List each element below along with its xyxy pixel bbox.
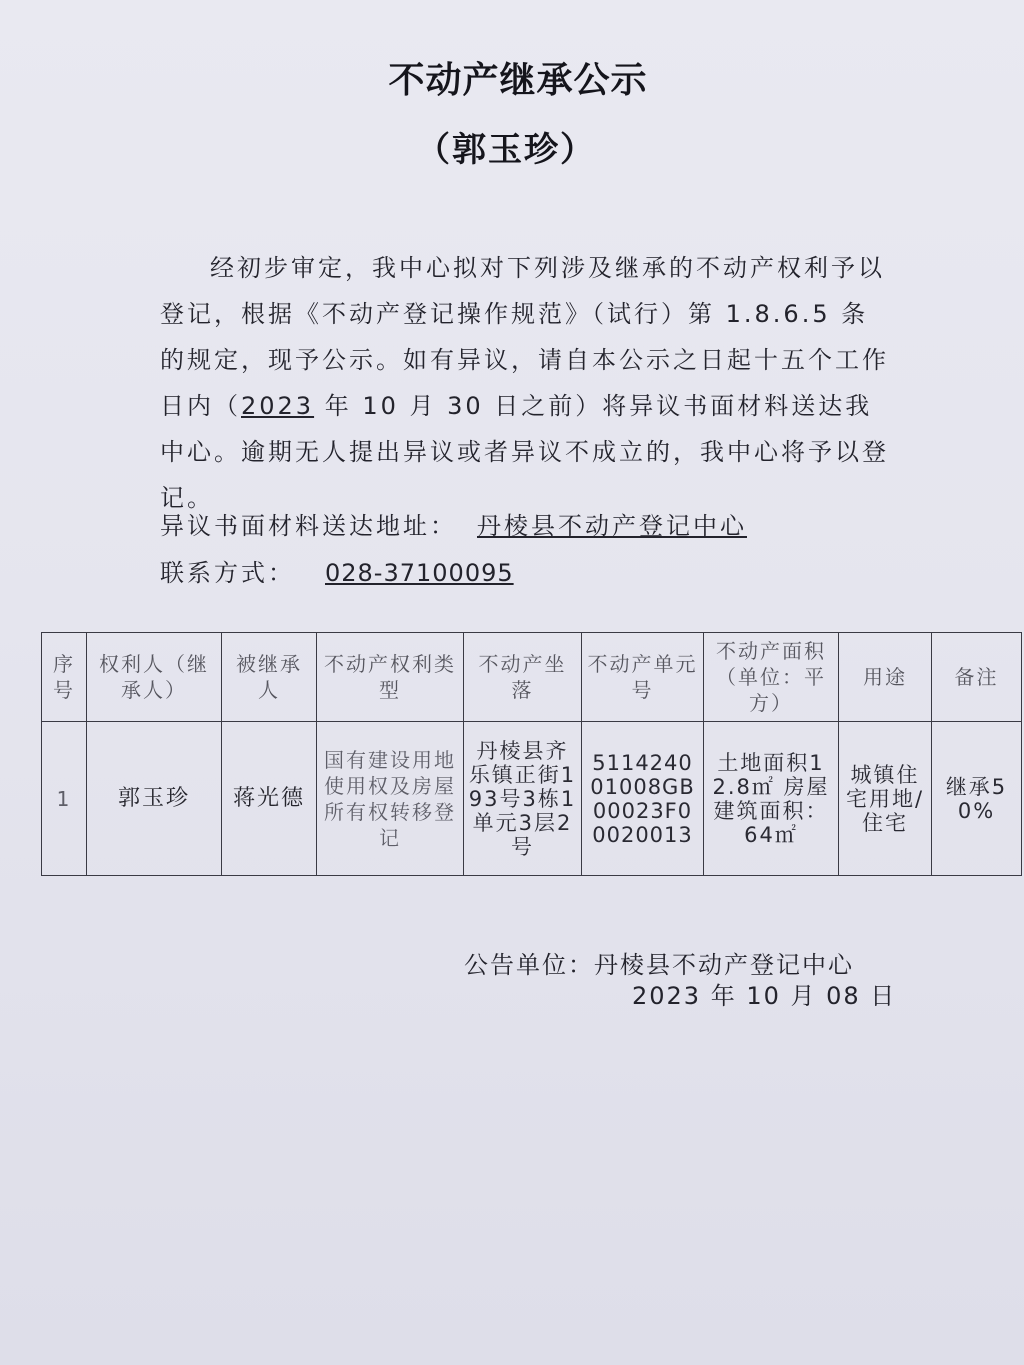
table-header-row	[42, 633, 1022, 722]
row-index-cell: 1	[42, 722, 87, 876]
header-cell: 不动产面积（单位：平方）	[704, 633, 839, 722]
right-type-cell: 国有建设用地使用权及房屋所有权转移登记	[317, 722, 464, 876]
page-title: 不动产继承公示	[388, 59, 648, 101]
issue-date: 2023 年 10 月 08 日	[632, 982, 897, 1010]
address-label: 异议书面材料送达地址：	[160, 512, 457, 540]
property-table	[41, 632, 1022, 876]
address-value: 丹棱县不动产登记中心	[477, 512, 747, 540]
unit-number-cell: 511424001008GB00023F00020013	[582, 722, 704, 876]
remark-cell: 继承50%	[932, 722, 1022, 876]
usage-cell: 城镇住宅用地/住宅	[839, 722, 932, 876]
deadline-year: 2023	[241, 392, 315, 420]
header-cell: 不动产坐落	[464, 633, 582, 722]
header-cell: 不动产权利类型	[317, 633, 464, 722]
issuer-text: 公告单位：丹棱县不动产登记中心	[464, 951, 854, 979]
area-cell: 土地面积12.8㎡ 房屋建筑面积：64㎡	[704, 722, 839, 876]
header-cell: 不动产单元号	[582, 633, 704, 722]
decedent-cell: 蒋光德	[222, 722, 317, 876]
contact-line	[160, 553, 514, 588]
paragraph-part1: 经初步审定，我中心拟对下列涉及继承的不动产权利予以登记，根据《不动产登记操作规范》（试行）第 1.8.6.5 条的规定，现予公示。如有异议，请自本公示之日起十五个工作日内（	[160, 254, 889, 420]
page-subtitle: （郭玉珍）	[416, 130, 596, 170]
table-row	[42, 722, 1022, 876]
address-line	[160, 506, 747, 541]
header-cell: 用途	[839, 633, 932, 722]
location-cell: 丹棱县齐乐镇正街193号3栋1单元3层2号	[464, 722, 582, 876]
header-cell: 被继承人	[222, 633, 317, 722]
heir-cell: 郭玉珍	[87, 722, 222, 876]
footer	[464, 945, 896, 1011]
notice-paragraph	[160, 245, 890, 521]
header-cell: 序号	[42, 633, 87, 722]
contact-label: 联系方式：	[160, 559, 295, 587]
paragraph-part2: 年 10 月 30 日之前）将异议书面材料送达我中心。逾期无人提出异议或者异议不成立的，我中心将予以登记。	[160, 392, 889, 512]
contact-value: 028-37100095	[325, 559, 514, 587]
header-cell: 权利人（继承人）	[87, 633, 222, 722]
header-cell: 备注	[932, 633, 1022, 722]
